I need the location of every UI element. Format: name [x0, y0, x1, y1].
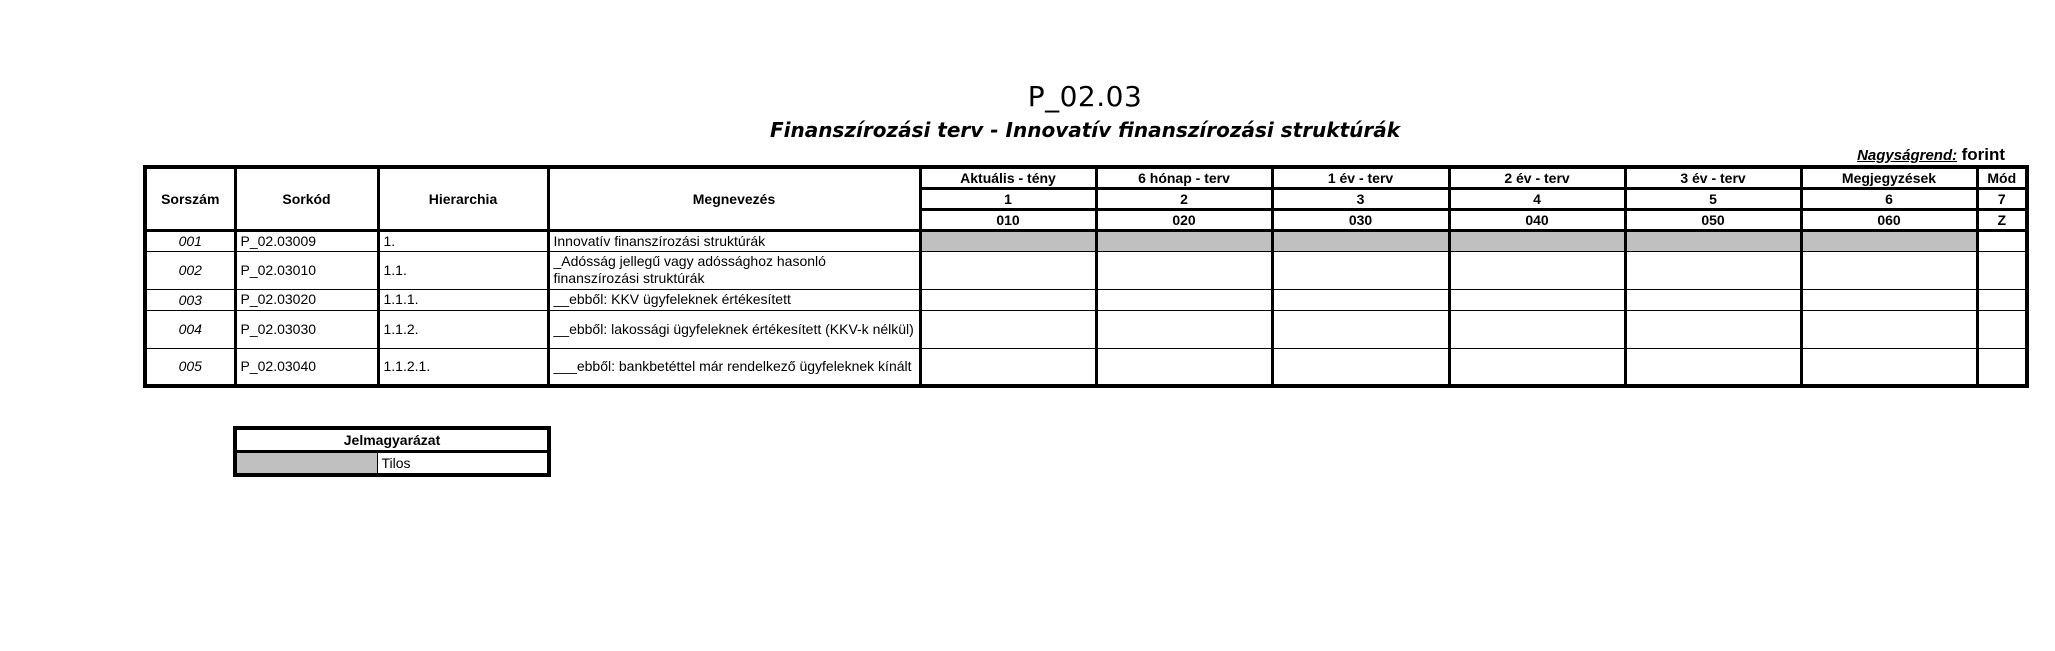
row-sorkod: P_02.03010	[235, 251, 378, 289]
row-megnevezes: Innovatív finanszírozási struktúrák	[548, 230, 920, 251]
document-code: P_02.03	[1027, 80, 1143, 113]
col-header-code: 030	[1272, 209, 1449, 230]
col-header-number: 4	[1449, 188, 1625, 209]
value-cell[interactable]	[1977, 230, 2027, 251]
value-cell[interactable]	[1801, 251, 1977, 289]
value-cell[interactable]	[1801, 348, 1977, 386]
row-hierarchia: 1.1.1.	[378, 289, 548, 310]
value-cell[interactable]	[1625, 348, 1801, 386]
col-header-number: 1	[920, 188, 1096, 209]
col-header-code: Z	[1977, 209, 2027, 230]
col-header-code: 060	[1801, 209, 1977, 230]
row-sorszam: 004	[145, 310, 235, 348]
magnitude-label: Nagyságrend:	[1857, 147, 1958, 164]
legend-item-label: Tilos	[377, 452, 549, 476]
value-cell-disabled	[1272, 230, 1449, 251]
value-cell-disabled	[1625, 230, 1801, 251]
value-cell[interactable]	[1801, 310, 1977, 348]
value-cell[interactable]	[1449, 289, 1625, 310]
col-header-label: Mód	[1977, 167, 2027, 188]
col-header-label: 2 év - terv	[1449, 167, 1625, 188]
value-cell[interactable]	[920, 310, 1096, 348]
col-header-number: 3	[1272, 188, 1449, 209]
value-cell[interactable]	[1272, 310, 1449, 348]
col-header-code: 050	[1625, 209, 1801, 230]
row-hierarchia: 1.1.2.	[378, 310, 548, 348]
col-header-number: 2	[1096, 188, 1272, 209]
table-row	[145, 310, 2027, 348]
legend-title: Jelmagyarázat	[235, 428, 549, 452]
header-row-labels	[145, 167, 2027, 188]
value-cell-disabled	[1449, 230, 1625, 251]
col-header-label: 1 év - terv	[1272, 167, 1449, 188]
row-megnevezes: __ebből: KKV ügyfeleknek értékesített	[548, 289, 920, 310]
col-header-sorszam: Sorszám	[145, 167, 235, 230]
row-sorkod: P_02.03009	[235, 230, 378, 251]
value-cell[interactable]	[1449, 251, 1625, 289]
value-cell[interactable]	[920, 289, 1096, 310]
row-hierarchia: 1.1.2.1.	[378, 348, 548, 386]
col-header-code: 010	[920, 209, 1096, 230]
document-subtitle: Finanszírozási terv - Innovatív finanszírozási struktúrák	[769, 118, 1401, 142]
col-header-sorkod: Sorkód	[235, 167, 378, 230]
value-cell[interactable]	[1801, 289, 1977, 310]
col-header-code: 040	[1449, 209, 1625, 230]
value-cell[interactable]	[1272, 289, 1449, 310]
value-cell[interactable]	[1977, 289, 2027, 310]
value-cell[interactable]	[1977, 310, 2027, 348]
table-row	[145, 251, 2027, 289]
col-header-number: 5	[1625, 188, 1801, 209]
row-sorszam: 002	[145, 251, 235, 289]
legend-item	[235, 452, 549, 476]
col-header-number: 6	[1801, 188, 1977, 209]
value-cell[interactable]	[1096, 310, 1272, 348]
value-cell[interactable]	[1272, 348, 1449, 386]
magnitude-value: forint	[1961, 145, 2005, 164]
row-sorszam: 001	[145, 230, 235, 251]
row-hierarchia: 1.1.	[378, 251, 548, 289]
row-megnevezes: ___ebből: bankbetéttel már rendelkező ügyfeleknek kínált	[548, 348, 920, 386]
row-sorszam: 005	[145, 348, 235, 386]
value-cell[interactable]	[1977, 251, 2027, 289]
magnitude-note	[1857, 145, 2005, 165]
value-cell[interactable]	[1625, 251, 1801, 289]
row-sorkod: P_02.03040	[235, 348, 378, 386]
value-cell[interactable]	[1977, 348, 2027, 386]
value-cell-disabled	[920, 230, 1096, 251]
col-header-label: Aktuális - tény	[920, 167, 1096, 188]
value-cell[interactable]	[1096, 251, 1272, 289]
col-header-hierarchia: Hierarchia	[378, 167, 548, 230]
col-header-label: 3 év - terv	[1625, 167, 1801, 188]
table-row	[145, 230, 2027, 251]
value-cell-disabled	[1096, 230, 1272, 251]
col-header-label: Megjegyzések	[1801, 167, 1977, 188]
col-header-number: 7	[1977, 188, 2027, 209]
value-cell[interactable]	[1096, 289, 1272, 310]
value-cell[interactable]	[1625, 310, 1801, 348]
row-sorkod: P_02.03020	[235, 289, 378, 310]
value-cell[interactable]	[1449, 348, 1625, 386]
value-cell[interactable]	[1625, 289, 1801, 310]
value-cell[interactable]	[1449, 310, 1625, 348]
row-sorkod: P_02.03030	[235, 310, 378, 348]
row-megnevezes: __ebből: lakossági ügyfeleknek értékesített (KKV-k nélkül)	[548, 310, 920, 348]
col-header-code: 020	[1096, 209, 1272, 230]
legend-swatch	[235, 452, 377, 476]
row-hierarchia: 1.	[378, 230, 548, 251]
value-cell[interactable]	[1096, 348, 1272, 386]
legend-table	[233, 426, 551, 477]
value-cell[interactable]	[920, 348, 1096, 386]
value-cell-disabled	[1801, 230, 1977, 251]
row-megnevezes: _Adósság jellegű vagy adóssághoz hasonló finanszírozási struktúrák	[548, 251, 920, 289]
table-row	[145, 348, 2027, 386]
row-sorszam: 003	[145, 289, 235, 310]
table-row	[145, 289, 2027, 310]
col-header-label: 6 hónap - terv	[1096, 167, 1272, 188]
plan-table	[143, 165, 2029, 388]
col-header-megnevezes: Megnevezés	[548, 167, 920, 230]
value-cell[interactable]	[1272, 251, 1449, 289]
value-cell[interactable]	[920, 251, 1096, 289]
